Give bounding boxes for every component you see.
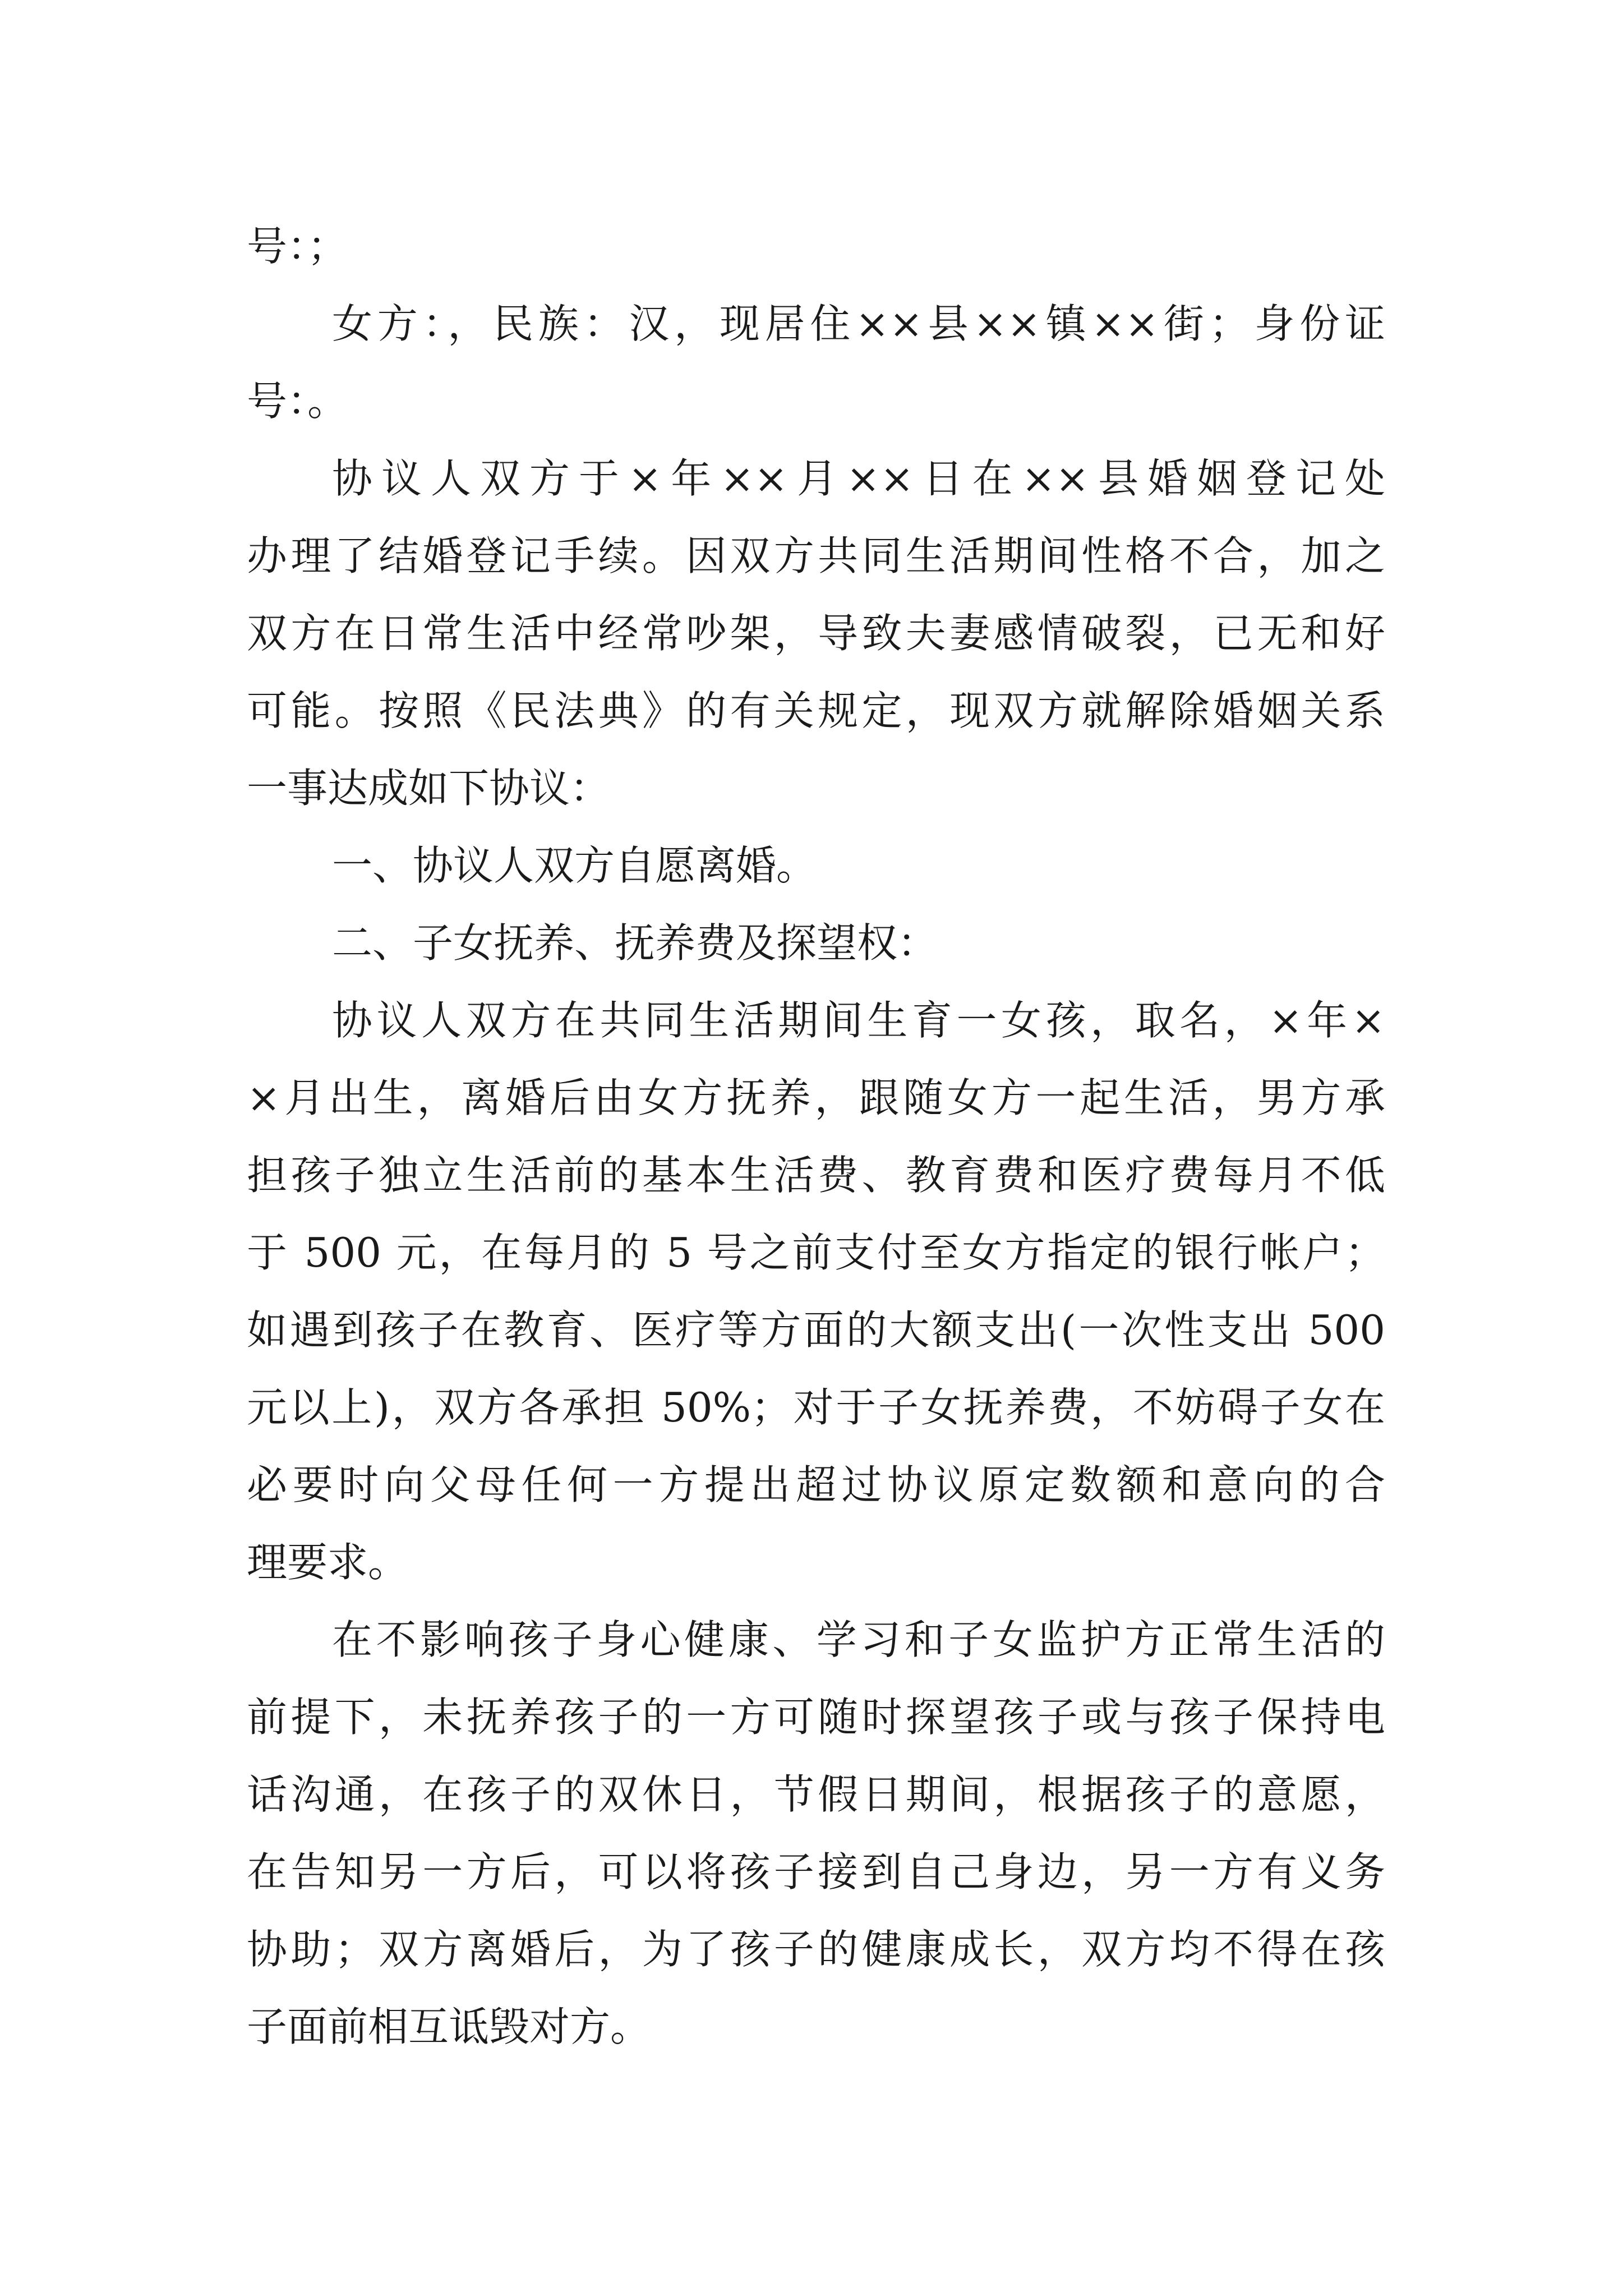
- text-line: 理要求。: [247, 1539, 409, 1586]
- text-line: 协助；双方离婚后，为了孩子的健康成长，双方均不得在孩: [247, 1926, 1385, 1973]
- document-body: [247, 208, 1385, 2065]
- text-line: 在告知另一方后，可以将孩子接到自己身边，另一方有义务: [247, 1848, 1385, 1895]
- text-line: 一事达成如下协议：: [247, 765, 611, 812]
- text-line: 号：；: [247, 223, 348, 270]
- text-line: 号：。: [247, 378, 348, 425]
- text-line: 办理了结婚登记手续。因双方共同生活期间性格不合，加之: [247, 532, 1385, 579]
- text-line: 如遇到孩子在教育、医疗等方面的大额支出(一次性支出 500: [247, 1306, 1385, 1354]
- text-line: 元以上)，双方各承担 50%；对于子女抚养费，不妨碍子女在: [247, 1384, 1385, 1431]
- text-line: 担孩子独立生活前的基本生活费、教育费和医疗费每月不低: [247, 1152, 1385, 1199]
- text-line: ×月出生，离婚后由女方抚养，跟随女方一起生活，男方承: [247, 1074, 1385, 1121]
- text-line: 子面前相互诋毁对方。: [247, 2003, 651, 2050]
- text-line: 协议人双方于×年××月××日在××县婚姻登记处: [332, 455, 1385, 502]
- text-line: 于 500 元，在每月的 5 号之前支付至女方指定的银行帐户；: [247, 1229, 1385, 1276]
- text-line: 在不影响孩子身心健康、学习和子女监护方正常生活的: [332, 1616, 1385, 1663]
- text-line: 二、子女抚养、抚养费及探望权：: [332, 919, 938, 967]
- text-line: 话沟通，在孩子的双休日，节假日期间，根据孩子的意愿，: [247, 1771, 1385, 1818]
- text-line: 可能。按照《民法典》的有关规定，现双方就解除婚姻关系: [247, 687, 1385, 734]
- text-line: 女方：，民族：汉，现居住××县××镇××街；身份证: [332, 300, 1385, 347]
- text-line: 双方在日常生活中经常吵架，导致夫妻感情破裂，已无和好: [247, 610, 1385, 657]
- text-line: 一、协议人双方自愿离婚。: [332, 842, 817, 889]
- text-line: 前提下，未抚养孩子的一方可随时探望孩子或与孩子保持电: [247, 1694, 1385, 1741]
- text-line: 协议人双方在共同生活期间生育一女孩，取名，×年×: [332, 997, 1385, 1044]
- text-line: 必要时向父母任何一方提出超过协议原定数额和意向的合: [247, 1461, 1385, 1508]
